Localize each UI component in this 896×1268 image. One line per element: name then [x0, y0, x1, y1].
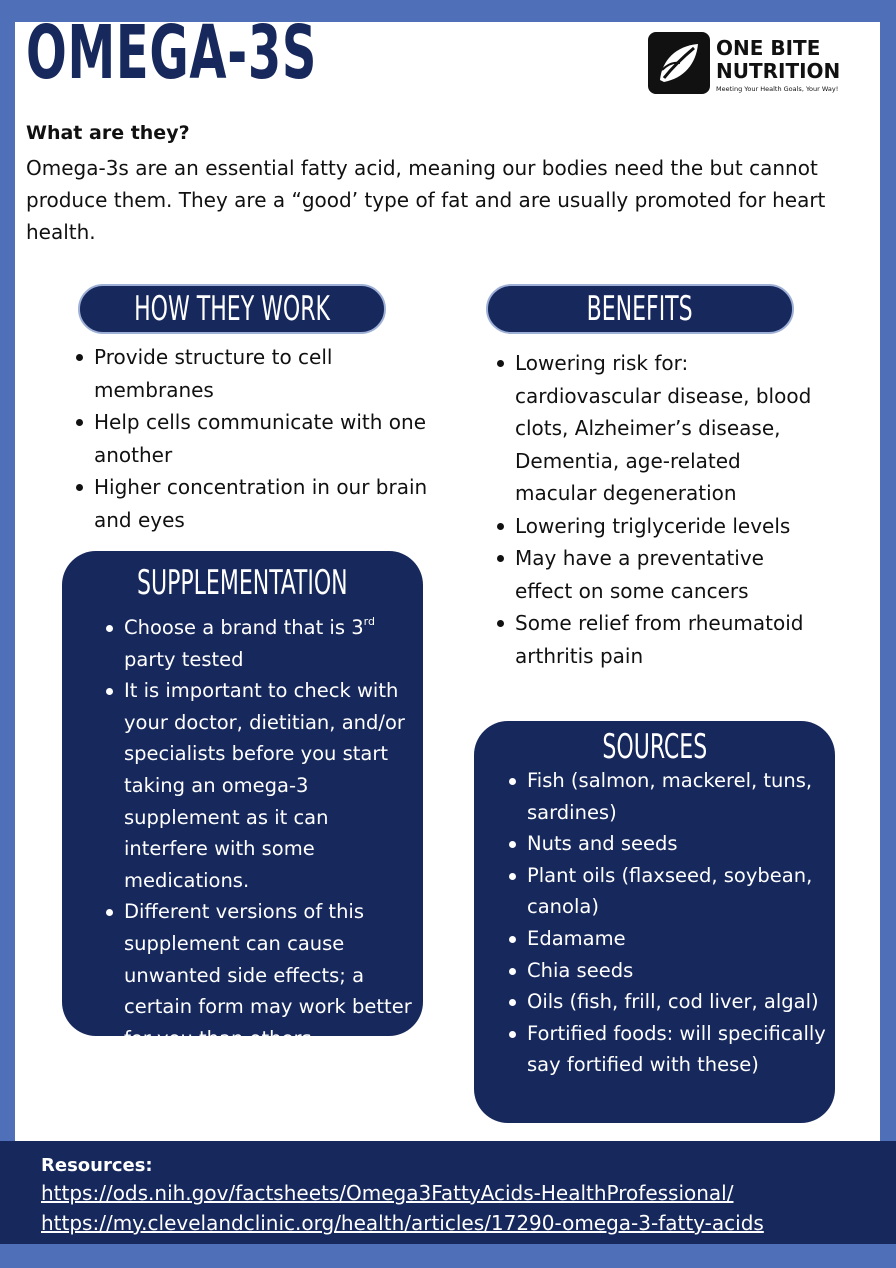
how-they-work-list: [70, 341, 445, 536]
sources-heading: SOURCES: [602, 727, 707, 767]
list-item: Edamame: [503, 923, 831, 955]
list-item: Oils (fish, frill, cod liver, algal): [503, 986, 831, 1018]
intro-text: Omega-3s are an essential fatty acid, meaning our bodies need the but cannot produce them. They are a “good’ type of fat and are usually promoted for heart health.: [26, 156, 826, 244]
supplementation-list: [100, 612, 418, 1054]
list-item: Plant oils (flaxseed, soybean, canola): [503, 860, 831, 923]
list-item: Chia seeds: [503, 955, 831, 987]
benefits-heading: BENEFITS: [486, 284, 794, 334]
logo-text-line1: ONE BITE: [716, 36, 821, 60]
intro-question: What are they?: [26, 122, 190, 144]
leaf-logo-icon: [648, 32, 710, 94]
list-item: May have a preventative effect on some cancers: [491, 542, 821, 607]
benefits-list: [491, 347, 821, 672]
logo-text-line2: NUTRITION: [716, 59, 841, 83]
sources-box: [474, 721, 835, 1123]
page-title: OMEGA-3S: [26, 10, 318, 96]
list-item: Fish (salmon, mackerel, tuns, sardines): [503, 765, 831, 828]
list-item: Higher concentration in our brain and eyes: [70, 471, 445, 536]
list-item: Provide structure to cell membranes: [70, 341, 445, 406]
resources-footer: [0, 1141, 896, 1244]
list-item: It is important to check with your doctor, dietitian, and/or specialists before you start taking an omega-3 supplement as it can interfere with some medications.: [100, 675, 418, 896]
list-item: Nuts and seeds: [503, 828, 831, 860]
resources-label: Resources:: [41, 1155, 153, 1176]
resource-link-cleveland[interactable]: https://my.clevelandclinic.org/health/articles/17290-omega-3-fatty-acids: [41, 1211, 764, 1235]
list-item: Choose a brand that is 3rd party tested: [100, 612, 418, 675]
logo-tagline: Meeting Your Health Goals, Your Way!: [716, 85, 839, 93]
sources-list: [503, 765, 831, 1081]
how-they-work-heading: HOW THEY WORK: [78, 284, 386, 334]
list-item: Some relief from rheumatoid arthritis pain: [491, 607, 821, 672]
resource-link-nih[interactable]: https://ods.nih.gov/factsheets/Omega3FattyAcids-HealthProfessional/: [41, 1181, 734, 1205]
list-item: Help cells communicate with one another: [70, 406, 445, 471]
supplementation-heading: SUPPLEMENTATION: [137, 563, 348, 603]
list-item: Different versions of this supplement can cause unwanted side effects; a certain form may work better for you than others.: [100, 896, 418, 1054]
list-item: Fortified foods: will specifically say fortified with these): [503, 1018, 831, 1081]
logo: [648, 32, 848, 94]
list-item: Lowering triglyceride levels: [491, 510, 821, 543]
supplementation-box: [62, 551, 423, 1050]
list-item: Lowering risk for: cardiovascular disease, blood clots, Alzheimer’s disease, Dementia, age-related macular degeneration: [491, 347, 821, 510]
